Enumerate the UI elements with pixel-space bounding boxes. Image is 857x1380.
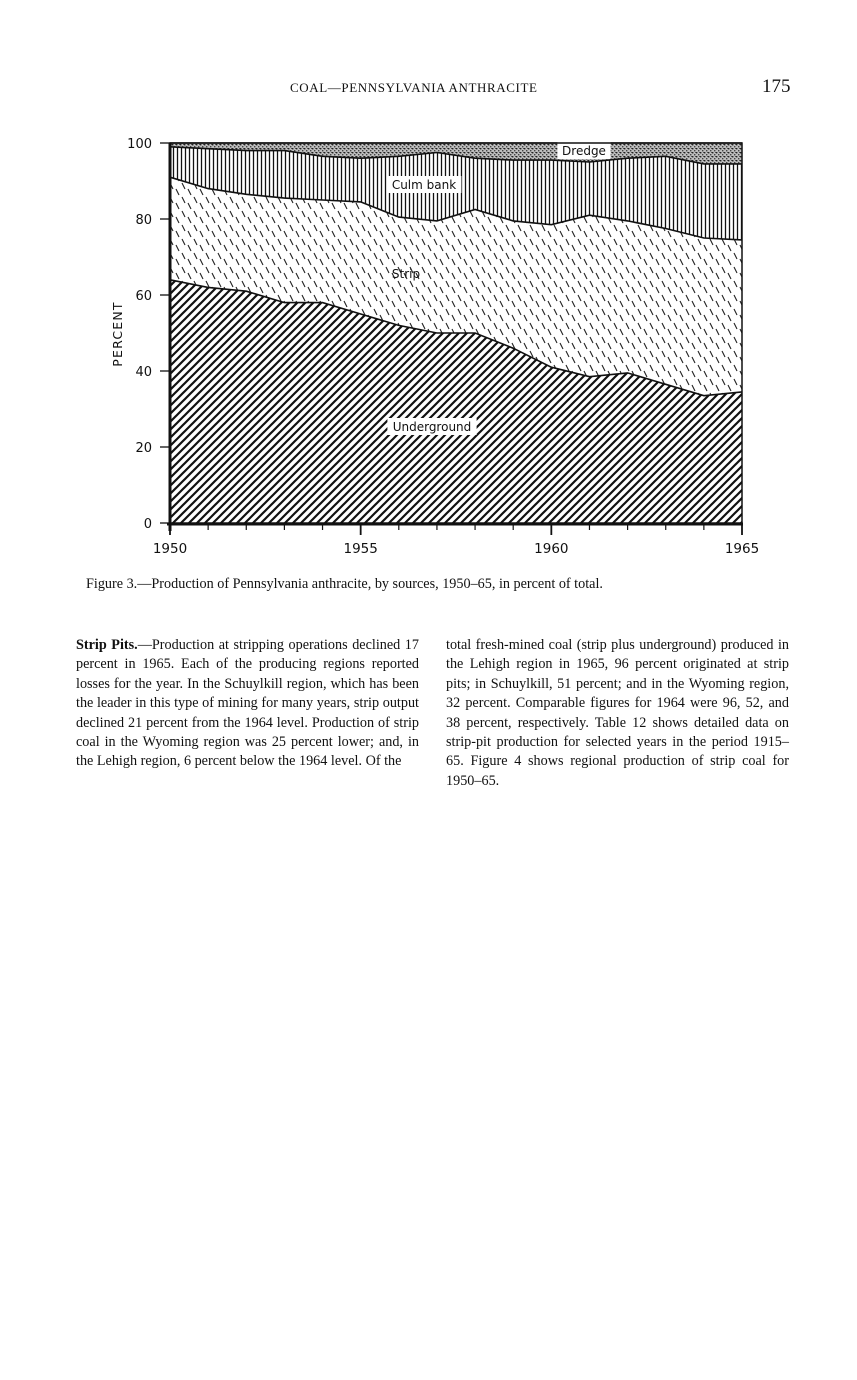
y-tick-label: 80: [135, 213, 152, 228]
y-tick-label: 60: [135, 289, 152, 304]
body-column-right: total fresh-mined coal (strip plus underground) produced in the Lehigh region in 1965, 96 percent originated at strip pits; in Schuylkill, 51 percent; and in the Wyoming region, 32 percent. Comparable figures for 1964 were 96, 52, and 38 percent, respectively. Table 12 shows detailed data on strip-pit production for selected years in the period 1915–65. Figure 4 shows regional production of strip coal for 1950–65.: [446, 637, 789, 789]
y-tick-label: 100: [127, 137, 152, 152]
y-tick-label: 20: [135, 441, 152, 456]
body-text-left: —Production at stripping operations declined 17 percent in 1965. Each of the producing regions reported losses for the year. In the Schuylkill region, which has been the leader in this type of mining for many years, strip output declined 21 percent from the 1964 level. Production of strip coal in the Wyoming region was 25 percent lower; and, in the Lehigh region, 6 percent below the 1964 level. Of the: [76, 637, 419, 770]
y-axis-label: PERCENT: [110, 301, 125, 367]
x-tick-label: 1950: [152, 541, 188, 557]
series-label-dredge: Dredge: [562, 144, 606, 158]
x-tick-label: 1965: [724, 541, 760, 557]
series-label-strip: Strip: [391, 267, 421, 281]
running-head: COAL—PENNSYLVANIA ANTHRACITE: [290, 80, 538, 95]
body-column-left: [76, 636, 419, 772]
series-label-underground: Underground: [392, 420, 472, 434]
figure-3-chart: [0, 0, 857, 570]
series-label-culm-bank: Culm bank: [391, 178, 457, 192]
section-heading: Strip Pits.: [76, 637, 138, 653]
figure-caption: Figure 3.—Production of Pennsylvania anthracite, by sources, 1950–65, in percent of total.: [86, 576, 603, 592]
x-tick-label: 1960: [534, 541, 569, 557]
x-tick-label: 1955: [343, 541, 378, 557]
y-tick-label: 0: [143, 517, 152, 532]
page-number: 175: [762, 76, 791, 97]
y-tick-label: 40: [135, 365, 152, 380]
